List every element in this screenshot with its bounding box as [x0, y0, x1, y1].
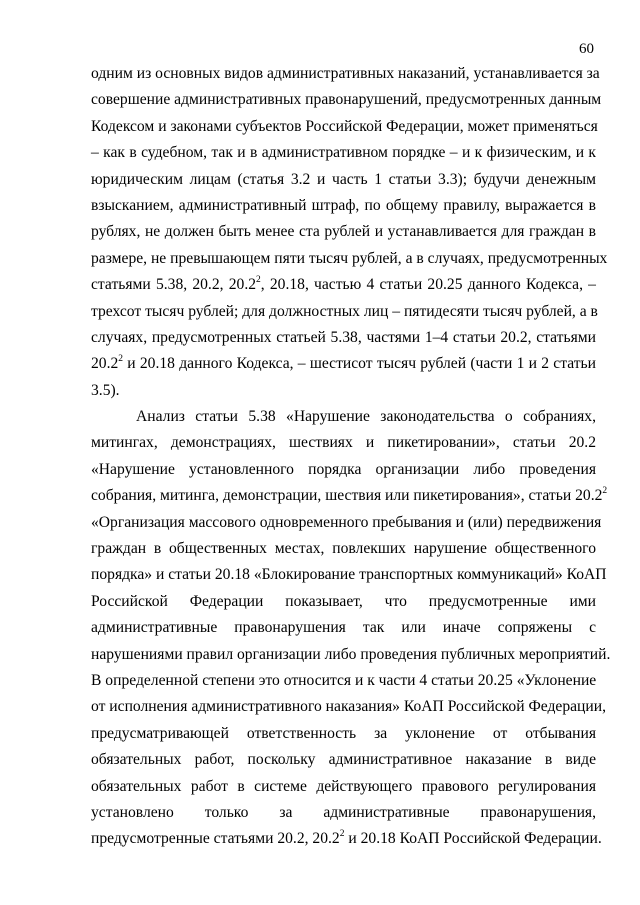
text-segment: административные правонарушения так или иначе сопряжены с [91, 619, 596, 637]
text-line [91, 351, 596, 377]
text-segment: от исполнения административного наказания» КоАП Российской Федерации, [91, 698, 606, 716]
text-line [91, 430, 596, 456]
superscript: 2 [256, 274, 261, 285]
text-segment: , 20.18, частью 4 статьи 20.25 данного Кодекса, – [260, 276, 596, 294]
text-segment: и 20.18 данного Кодекса, – шестисот тысяч рублей (части 1 и 2 статьи [123, 355, 596, 373]
text-segment: предусматривающей ответственность за уклонение от отбывания [91, 724, 596, 742]
text-segment: размере, не превышающем пяти тысяч рублей, а в случаях, предусмотренных [91, 249, 608, 267]
page-number: 60 [579, 41, 594, 57]
text-line [91, 246, 608, 272]
text-line [91, 483, 608, 509]
text-line [91, 721, 596, 747]
paragraph-2 [91, 404, 611, 853]
text-segment: Российской Федерации показывает, что предусмотренные ими [91, 592, 596, 610]
text-segment: В определенной степени это относится и к части 4 статьи 20.25 «Уклонение [91, 671, 597, 689]
text-line [91, 747, 596, 773]
paragraph-1 [91, 61, 608, 404]
text-line [91, 404, 596, 430]
text-line [91, 562, 607, 588]
text-line [91, 325, 596, 351]
text-segment: одним из основных видов административных наказаний, устанавливается за [91, 65, 600, 82]
text-segment: установлено только за административные правонарушения, [91, 803, 596, 821]
text-line [91, 87, 602, 113]
text-line [91, 61, 600, 87]
superscript: 2 [339, 829, 345, 840]
document-body [91, 61, 611, 853]
text-line [91, 299, 596, 325]
text-segment: юридическим лицам (статья 3.2 и часть 1 статьи 3.3); будучи денежным [91, 170, 596, 188]
text-line [91, 774, 596, 800]
text-segment: обязательных работ, поскольку административное наказание в виде [91, 751, 596, 769]
text-line [91, 615, 596, 641]
text-segment: нарушениями правил организации либо проведения публичных мероприятий. [91, 645, 611, 663]
text-segment: – как в судебном, так и в административном порядке – и к физическим, и к [91, 144, 596, 162]
text-segment: «Нарушение установленного порядка организации либо проведения [91, 460, 596, 478]
text-segment: предусмотренные статьями 20.2, 20.2 [91, 830, 340, 848]
text-line [91, 510, 602, 536]
text-line [91, 800, 596, 826]
text-line [91, 114, 596, 140]
superscript: 2 [602, 486, 608, 497]
text-segment: взысканием, административный штраф, по общему правилу, выражается в [91, 196, 596, 214]
text-line [91, 167, 596, 193]
text-segment: рублях, не должен быть менее ста рублей и устанавливается для граждан в [91, 223, 596, 241]
text-line [91, 694, 606, 720]
text-line [91, 457, 596, 483]
text-line [91, 668, 596, 694]
text-segment: трехсот тысяч рублей; для должностных лиц – пятидесяти тысяч рублей, а в [91, 302, 598, 320]
text-segment: 3.5). [91, 381, 120, 399]
text-segment: Анализ статьи 5.38 «Нарушение законодательства о собраниях, [136, 408, 596, 426]
text-segment: «Организация массового одновременного пребывания и (или) передвижения [91, 513, 602, 531]
text-segment: статьями 5.38, 20.2, 20.2 [91, 276, 257, 294]
text-line [91, 642, 611, 668]
text-segment: митингах, демонстрациях, шествиях и пикетировании», статьи 20.2 [91, 434, 596, 452]
text-segment: совершение административных правонарушений, предусмотренных данным [91, 91, 602, 109]
text-line [91, 536, 596, 562]
superscript: 2 [118, 354, 124, 365]
text-segment: Кодексом и законами субъектов Российской Федерации, может применяться [91, 117, 598, 135]
text-segment: собрания, митинга, демонстрации, шествия или пикетирования», статьи 20.2 [91, 487, 603, 505]
text-line [91, 378, 596, 404]
text-line [91, 219, 596, 245]
text-segment: и 20.18 КоАП Российской Федерации. [344, 830, 602, 848]
text-line [91, 589, 596, 615]
text-line [91, 193, 596, 219]
text-segment: граждан в общественных местах, повлекших нарушение общественного [91, 540, 596, 558]
text-line [91, 140, 596, 166]
text-segment: 20.2 [91, 355, 119, 373]
text-segment: обязательных работ в системе действующего правового регулирования [91, 777, 596, 795]
text-segment: случаях, предусмотренных статьей 5.38, частями 1–4 статьи 20.2, статьями [91, 328, 596, 346]
text-segment: порядка» и статьи 20.18 «Блокирование транспортных коммуникаций» КоАП [91, 566, 607, 584]
text-line [91, 826, 602, 852]
text-line [91, 272, 596, 298]
